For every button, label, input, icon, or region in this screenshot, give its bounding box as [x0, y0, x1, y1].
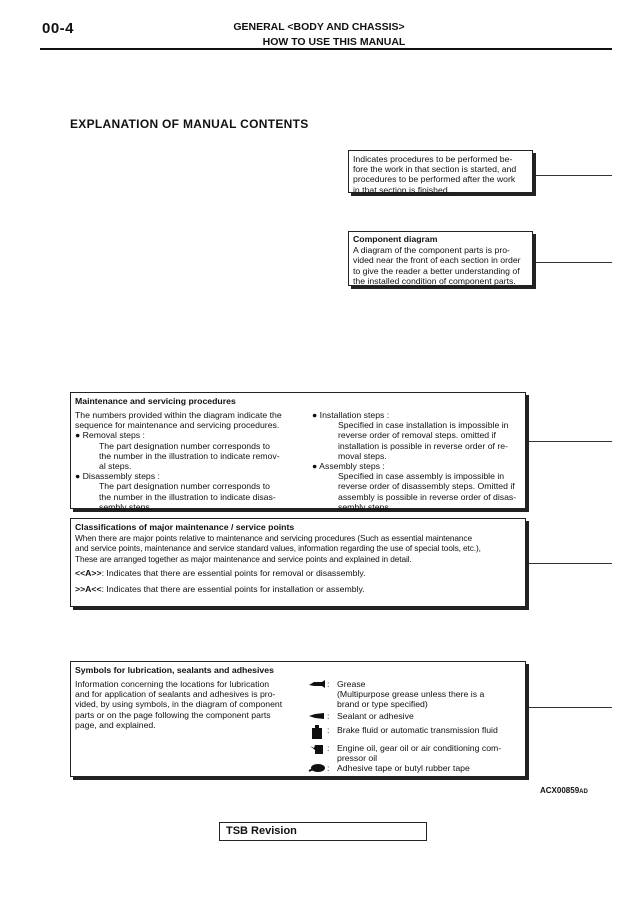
- assembly-steps-line: Specified in case assembly is impossible in: [338, 471, 505, 482]
- symbols-description: [75, 679, 300, 730]
- component-diagram-leader-line: [536, 262, 612, 263]
- component-diagram-box: [348, 231, 533, 286]
- header-subtitle: HOW TO USE THIS MANUAL: [262, 36, 406, 48]
- classifications-heading: Classifications of major maintenance / service points: [75, 522, 295, 532]
- symbols-description-line: and for application of sealants and adhesives is pro-: [75, 689, 276, 700]
- component-diagram-line: the installed condition of component parts.: [353, 275, 516, 286]
- disassembly-steps-line: The part designation number corresponds to: [99, 481, 270, 492]
- maintenance-intro-line: sequence for maintenance and servicing procedures.: [75, 420, 280, 431]
- assembly-steps-line: sembly steps.: [338, 501, 392, 512]
- installation-steps-line: Specified in case installation is impossible in: [338, 420, 509, 431]
- sealant-tube-icon: [307, 711, 327, 723]
- document-code-suffix: AD: [579, 789, 588, 795]
- tsb-revision-box: [219, 822, 427, 841]
- removal-steps-title: ● Removal steps :: [75, 430, 145, 441]
- section-title: EXPLANATION OF MANUAL CONTENTS: [70, 117, 309, 131]
- tape-label: Adhesive tape or butyl rubber tape: [337, 763, 470, 773]
- maintenance-procedures-box: [70, 392, 526, 512]
- brake-fluid-symbol-row: : Brake fluid or automatic transmission fluid: [307, 725, 525, 741]
- symbols-description-line: Information concerning the locations for lubrication: [75, 679, 270, 689]
- header-rule: [40, 48, 612, 50]
- installation-steps-line: installation is possible in reverse order of re-: [338, 440, 508, 451]
- procedures-line: Indicates procedures to be performed be-: [353, 154, 513, 164]
- installation-steps-line: reverse order of removal steps. omitted if: [338, 430, 496, 441]
- maintenance-intro-line: The numbers provided within the diagram indicate the: [75, 410, 282, 420]
- procedures-box: [348, 150, 533, 193]
- tsb-revision-label: TSB Revision: [226, 825, 297, 837]
- component-diagram-line: to give the reader a better understanding of: [353, 265, 520, 276]
- removal-point-text: : Indicates that there are essential points for removal or disassembly.: [101, 567, 366, 578]
- classifications-leader-line: [529, 563, 612, 564]
- assembly-steps-title: ● Assembly steps :: [312, 461, 385, 472]
- removal-point-row: [75, 568, 521, 578]
- oil-can-icon: [307, 743, 327, 763]
- removal-point-mark: <<A>>: [75, 567, 102, 578]
- symbols-description-line: parts or on the page following the component parts: [75, 709, 271, 720]
- grease-detail: brand or type specified): [337, 699, 428, 710]
- document-code-main: ACX00859: [540, 786, 580, 795]
- disassembly-steps-title: ● Disassembly steps :: [75, 471, 160, 482]
- maintenance-right-column: [312, 410, 522, 512]
- symbols-description-line: vided, by using symbols, in the diagram of component: [75, 699, 283, 710]
- procedures-line: fore the work in that section is started, and: [353, 164, 517, 175]
- installation-steps-line: moval steps.: [338, 450, 387, 461]
- oil-label: Engine oil, gear oil or air conditioning com-: [337, 743, 502, 753]
- brake-fluid-label: Brake fluid or automatic transmission fluid: [337, 725, 498, 735]
- symbols-box: [70, 661, 526, 777]
- procedures-leader-line: [536, 175, 612, 176]
- grease-detail: (Multipurpose grease unless there is a: [337, 689, 485, 700]
- page-number: 00-4: [42, 20, 75, 37]
- symbols-description-line: page, and explained.: [75, 719, 156, 730]
- classifications-line: and service points, maintenance and service standard values, information regarding the use of special tools, etc.),: [75, 543, 481, 554]
- assembly-steps-line: reverse order of disassembly steps. Omitted if: [338, 481, 515, 492]
- installation-point-row: [75, 584, 521, 594]
- grease-label: Grease: [337, 679, 366, 689]
- procedures-line: procedures to be performed after the work: [353, 174, 516, 185]
- assembly-steps-line: assembly is possible in reverse order of disas-: [338, 491, 517, 502]
- grease-symbol-row: : Grease (Multipurpose grease unless there is a brand or type specified): [307, 679, 525, 710]
- component-diagram-line: vided near the front of each section in order: [353, 255, 521, 266]
- maintenance-leader-line: [529, 441, 612, 442]
- grease-gun-icon: [307, 679, 327, 710]
- maintenance-left-column: [75, 410, 300, 512]
- classifications-line: These are arranged together as major maintenance and service points and explained in detail.: [75, 553, 412, 564]
- oil-symbol-row: : Engine oil, gear oil or air conditioning com- pressor oil: [307, 743, 525, 763]
- installation-point-text: : Indicates that there are essential points for installation or assembly.: [101, 584, 365, 595]
- removal-steps-line: The part designation number corresponds to: [99, 440, 270, 451]
- tape-symbol-row: : Adhesive tape or butyl rubber tape: [307, 763, 525, 775]
- classifications-line: When there are major points relative to maintenance and servicing procedures (Such as essential maintenance: [75, 533, 472, 544]
- brake-fluid-bottle-icon: [307, 725, 327, 741]
- disassembly-steps-line: sembly steps.: [99, 501, 153, 512]
- sealant-label: Sealant or adhesive: [337, 711, 414, 721]
- header-title: GENERAL <BODY AND CHASSIS>: [233, 21, 405, 33]
- sealant-symbol-row: : Sealant or adhesive: [307, 711, 525, 723]
- adhesive-tape-icon: [307, 763, 327, 775]
- document-code: [540, 786, 588, 795]
- removal-steps-line: al steps.: [99, 461, 132, 472]
- disassembly-steps-line: the number in the illustration to indicate disas-: [99, 491, 276, 502]
- installation-steps-title: ● Installation steps :: [312, 410, 390, 420]
- installation-point-mark: >>A<<: [75, 584, 102, 595]
- component-diagram-heading: Component diagram: [353, 234, 438, 244]
- removal-steps-line: the number in the illustration to indicate remov-: [99, 450, 280, 461]
- symbols-leader-line: [529, 707, 612, 708]
- maintenance-procedures-heading: Maintenance and servicing procedures: [75, 396, 236, 406]
- classifications-box: [70, 518, 526, 607]
- oil-label: pressor oil: [337, 753, 378, 764]
- procedures-line: in that section is finished.: [353, 184, 451, 195]
- component-diagram-line: A diagram of the component parts is pro-: [353, 245, 510, 256]
- symbols-heading: Symbols for lubrication, sealants and adhesives: [75, 665, 274, 675]
